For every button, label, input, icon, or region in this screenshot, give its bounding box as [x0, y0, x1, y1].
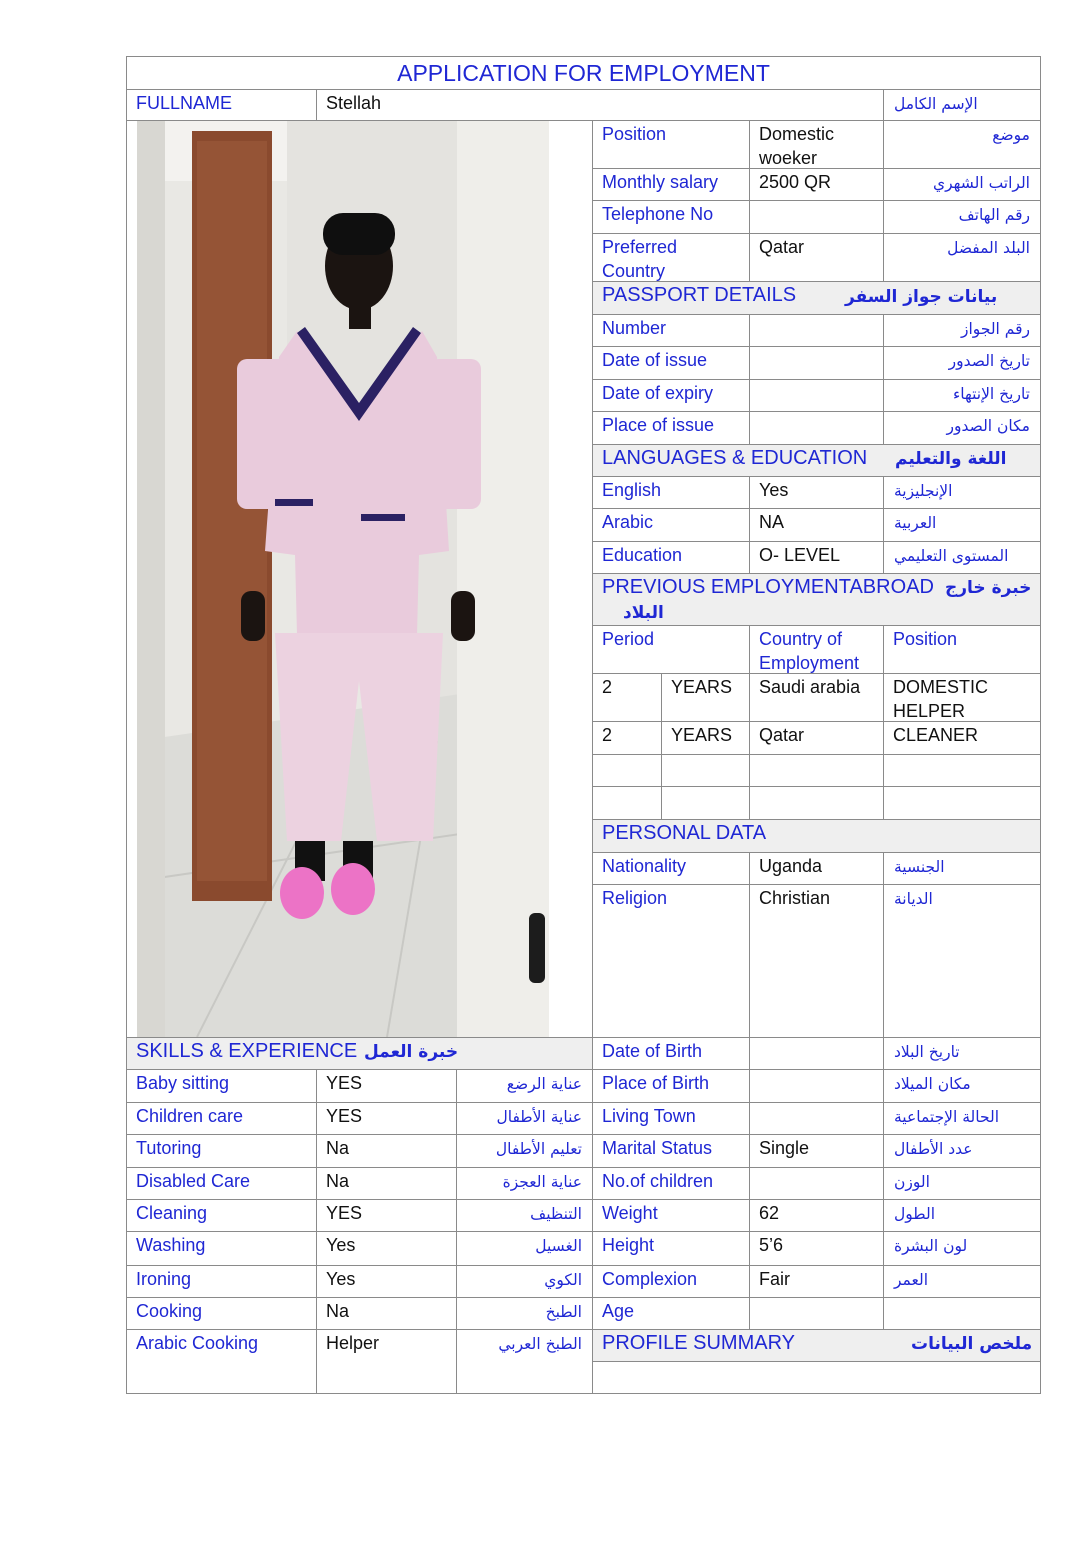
skill-disabled-care-label: Disabled Care	[126, 1167, 317, 1200]
skill-baby-sitting-ar: عناية الرضع	[456, 1069, 593, 1103]
passport-number-ar-label: رقم الجواز	[883, 314, 1041, 347]
skills-experience-header	[126, 1037, 593, 1070]
prev-row-2-unit: YEARS	[661, 721, 750, 755]
arabic-value: NA	[749, 508, 884, 542]
english-ar-label: الإنجليزية	[883, 476, 1041, 509]
telephone-value	[749, 200, 884, 234]
complexion-value: Fair	[749, 1265, 884, 1298]
prev-row-3-country	[749, 754, 884, 787]
skill-disabled-care-ar: عناية العجزة	[456, 1167, 593, 1200]
arabic-label: Arabic	[592, 508, 750, 542]
languages-education-header	[592, 444, 1041, 477]
prev-row-4-country	[749, 786, 884, 820]
languages-education-ar-title: اللغة والتعليم	[895, 449, 1007, 469]
prev-row-2-num: 2	[592, 721, 662, 755]
date-of-birth-value	[749, 1037, 884, 1070]
country-of-employment-column-header: Country of Employment	[749, 625, 884, 674]
living-town-value	[749, 1102, 884, 1135]
position-column-header: Position	[883, 625, 1041, 674]
monthly-salary-value: 2500 QR	[749, 168, 884, 201]
english-value: Yes	[749, 476, 884, 509]
date-of-expiry-value	[749, 379, 884, 412]
skill-children-care-ar: عناية الأطفال	[456, 1102, 593, 1135]
skill-tutoring-label: Tutoring	[126, 1134, 317, 1168]
telephone-label: Telephone No	[592, 200, 750, 234]
weight-ar-label: الطول	[883, 1199, 1041, 1232]
skill-cooking-ar: الطبخ	[456, 1297, 593, 1330]
marital-status-value: Single	[749, 1134, 884, 1168]
date-of-birth-label: Date of Birth	[592, 1037, 750, 1070]
place-of-birth-ar-label: مكان الميلاد	[883, 1069, 1041, 1103]
skill-disabled-care-value: Na	[316, 1167, 457, 1200]
date-of-birth-ar-label: تاريخ البلاد	[883, 1037, 1041, 1070]
skill-baby-sitting-value: YES	[316, 1069, 457, 1103]
no-of-children-ar-label: الوزن	[883, 1167, 1041, 1200]
marital-status-ar-label: عدد الأطفال	[883, 1134, 1041, 1168]
place-of-issue-value	[749, 411, 884, 445]
skill-cooking-label: Cooking	[126, 1297, 317, 1330]
complexion-label: Complexion	[592, 1265, 750, 1298]
english-label: English	[592, 476, 750, 509]
education-value: O- LEVEL	[749, 541, 884, 574]
place-of-issue-ar-label: مكان الصدور	[883, 411, 1041, 445]
period-column-header: Period	[592, 625, 750, 674]
living-town-ar-label: الحالة الإجتماعية	[883, 1102, 1041, 1135]
skill-arabic-cooking-ar: الطبخ العربي	[456, 1329, 593, 1394]
applicant-photo-illustration	[137, 121, 549, 1037]
preferred-country-value: Qatar	[749, 233, 884, 282]
profile-summary-ar-title: ملخص البيانات	[911, 1334, 1033, 1354]
fullname-value: Stellah	[316, 89, 884, 121]
complexion-ar-label: العمر	[883, 1265, 1041, 1298]
no-of-children-value	[749, 1167, 884, 1200]
date-of-expiry-label: Date of expiry	[592, 379, 750, 412]
date-of-issue-label: Date of issue	[592, 346, 750, 380]
skill-cooking-value: Na	[316, 1297, 457, 1330]
date-of-expiry-ar-label: تاريخ الإنتهاء	[883, 379, 1041, 412]
fullname-ar-label: الإسم الكامل	[883, 89, 1041, 121]
date-of-issue-ar-label: تاريخ الصدور	[883, 346, 1041, 380]
place-of-birth-label: Place of Birth	[592, 1069, 750, 1103]
skill-children-care-value: YES	[316, 1102, 457, 1135]
position-ar-label: موضع	[883, 120, 1041, 169]
skill-cleaning-value: YES	[316, 1199, 457, 1232]
education-ar-label: المستوى التعليمي	[883, 541, 1041, 574]
prev-row-3-num	[592, 754, 662, 787]
skill-washing-ar: الغسيل	[456, 1231, 593, 1266]
preferred-country-label: Preferred Country	[592, 233, 750, 282]
position-value: Domestic woeker	[749, 120, 884, 169]
height-value: 5’6	[749, 1231, 884, 1266]
age-label: Age	[592, 1297, 750, 1330]
monthly-salary-label: Monthly salary	[592, 168, 750, 201]
education-label: Education	[592, 541, 750, 574]
skills-experience-title: SKILLS & EXPERIENCE	[136, 1040, 358, 1062]
nationality-ar-label: الجنسية	[883, 852, 1041, 885]
previous-employment-title: PREVIOUS EMPLOYMENTABROAD	[602, 576, 934, 598]
profile-summary-content	[592, 1361, 1041, 1394]
prev-row-4-position	[883, 786, 1041, 820]
previous-employment-ar-title: خبرة خارج	[945, 578, 1032, 598]
skill-arabic-cooking-value: Helper	[316, 1329, 457, 1394]
page-title: APPLICATION FOR EMPLOYMENT	[126, 56, 1041, 90]
skill-tutoring-ar: تعليم الأطفال	[456, 1134, 593, 1168]
passport-details-ar-title: بيانات جواز السفر	[845, 287, 998, 307]
no-of-children-label: No.of children	[592, 1167, 750, 1200]
prev-row-3-unit	[661, 754, 750, 787]
skill-cleaning-label: Cleaning	[126, 1199, 317, 1232]
skill-arabic-cooking-label: Arabic Cooking	[126, 1329, 317, 1394]
preferred-country-ar-label: البلد المفضل	[883, 233, 1041, 282]
prev-row-1-country: Saudi arabia	[749, 673, 884, 722]
passport-number-value	[749, 314, 884, 347]
monthly-salary-ar-label: الراتب الشهري	[883, 168, 1041, 201]
skill-ironing-label: Ironing	[126, 1265, 317, 1298]
prev-row-1-unit: YEARS	[661, 673, 750, 722]
prev-row-4-unit	[661, 786, 750, 820]
prev-row-4-num	[592, 786, 662, 820]
height-label: Height	[592, 1231, 750, 1266]
skill-children-care-label: Children care	[126, 1102, 317, 1135]
date-of-issue-value	[749, 346, 884, 380]
place-of-birth-value	[749, 1069, 884, 1103]
arabic-ar-label: العربية	[883, 508, 1041, 542]
passport-details-title: PASSPORT DETAILS	[602, 284, 797, 306]
profile-summary-title: PROFILE SUMMARY	[602, 1332, 795, 1354]
skill-washing-label: Washing	[126, 1231, 317, 1266]
skill-cleaning-ar: التنظيف	[456, 1199, 593, 1232]
prev-row-3-position	[883, 754, 1041, 787]
prev-row-2-position: CLEANER	[883, 721, 1041, 755]
previous-employment-ar-title-2: البلاد	[623, 603, 664, 623]
age-ar-label	[883, 1297, 1041, 1330]
skill-ironing-value: Yes	[316, 1265, 457, 1298]
previous-employment-header	[592, 573, 1041, 626]
prev-row-1-num: 2	[592, 673, 662, 722]
passport-number-label: Number	[592, 314, 750, 347]
weight-value: 62	[749, 1199, 884, 1232]
profile-summary-header	[592, 1329, 1041, 1362]
skill-tutoring-value: Na	[316, 1134, 457, 1168]
telephone-ar-label: رقم الهاتف	[883, 200, 1041, 234]
living-town-label: Living Town	[592, 1102, 750, 1135]
position-label: Position	[592, 120, 750, 169]
skill-ironing-ar: الكوي	[456, 1265, 593, 1298]
nationality-value: Uganda	[749, 852, 884, 885]
languages-education-title: LANGUAGES & EDUCATION	[602, 447, 868, 469]
personal-data-header: PERSONAL DATA	[592, 819, 1041, 853]
prev-row-1-position: DOMESTIC HELPER	[883, 673, 1041, 722]
height-ar-label: لون البشرة	[883, 1231, 1041, 1266]
applicant-photo	[137, 121, 549, 1037]
marital-status-label: Marital Status	[592, 1134, 750, 1168]
skill-baby-sitting-label: Baby sitting	[126, 1069, 317, 1103]
nationality-label: Nationality	[592, 852, 750, 885]
weight-label: Weight	[592, 1199, 750, 1232]
religion-ar-label: الديانة	[883, 884, 1041, 1038]
place-of-issue-label: Place of issue	[592, 411, 750, 445]
religion-label: Religion	[592, 884, 750, 1038]
skill-washing-value: Yes	[316, 1231, 457, 1266]
skills-experience-ar-title: خبرة العمل	[364, 1042, 459, 1062]
prev-row-2-country: Qatar	[749, 721, 884, 755]
fullname-label: FULLNAME	[126, 89, 317, 121]
religion-value: Christian	[749, 884, 884, 1038]
age-value	[749, 1297, 884, 1330]
passport-details-header	[592, 281, 1041, 315]
